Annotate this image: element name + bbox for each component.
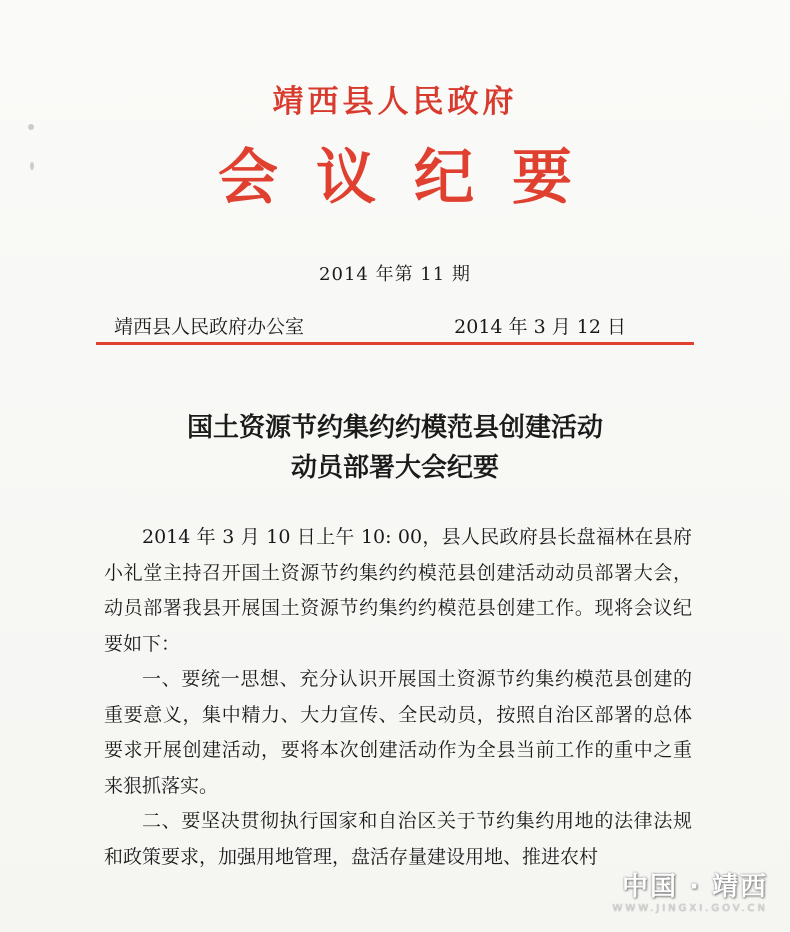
- issue-number: 2014 年第 11 期: [319, 264, 471, 285]
- issuing-office: 靖西县人民政府办公室: [114, 316, 305, 338]
- document-title: [0, 408, 790, 488]
- document-type-heading: 会议纪要: [218, 143, 610, 213]
- body-paragraph: 2014 年 3 月 10 日上午 10: 00，县人民政府县长盘福林在县府小礼堂主持召开国土资源节约集约约模范县创建活动动员部署大会，动员部署我县开展国土资源节约集约约模范县创建工作。现将会议纪要如下：: [104, 526, 692, 655]
- body-paragraph: 二、要坚决贯彻执行国家和自治区关于节约集约用地的法律法规和政策要求，加强用地管理，盘活存量建设用地、推进农村: [104, 810, 692, 868]
- site-watermark: [613, 866, 768, 914]
- red-divider-rule: [96, 342, 694, 345]
- issuer-date-line: [96, 312, 694, 339]
- watermark-url: WWW.JINGXI.GOV.CN: [612, 903, 768, 914]
- issuing-organization-title: 靖西县人民政府: [272, 84, 518, 120]
- document-title-line-2: 动员部署大会纪要: [290, 453, 499, 483]
- document-body: [104, 520, 692, 875]
- issue-date: 2014 年 3 月 12 日: [454, 316, 626, 338]
- scan-speck: [28, 124, 34, 130]
- body-paragraph: 一、要统一思想、充分认识开展国土资源节约集约模范县创建的重要意义，集中精力、大力宣传、全民动员，按照自治区部署的总体要求开展创建活动，要将本次创建活动作为全县当前工作的重中之重来狠抓落实。: [104, 668, 692, 797]
- document-title-line-1: 国土资源节约集约约模范县创建活动: [186, 413, 603, 443]
- watermark-logo: 中国 · 靖西: [622, 872, 768, 902]
